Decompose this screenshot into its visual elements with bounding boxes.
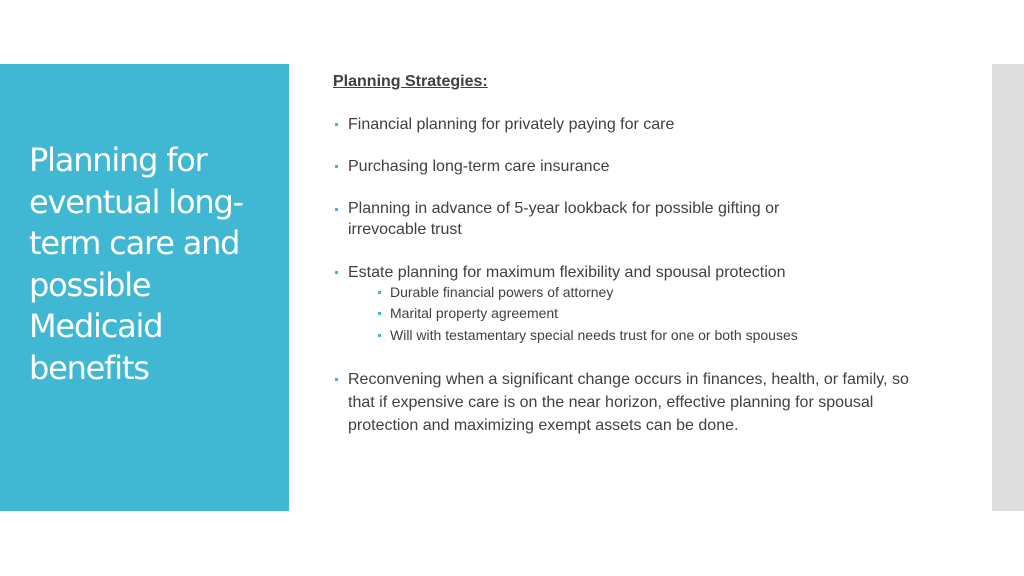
sub-bullet-item: Marital property agreement — [390, 303, 558, 325]
bullet-item: Estate planning for maximum flexibility and spousal protection — [348, 261, 786, 284]
bullet-item: Purchasing long-term care insurance — [348, 155, 609, 178]
bullet-item: Planning in advance of 5-year lookback for possible gifting or irrevocable trust — [348, 198, 848, 240]
slide-title: Planning for eventual long-term care and possible Medicaid benefits — [29, 141, 243, 387]
side-strip — [992, 64, 1024, 511]
sub-bullet-item: Durable financial powers of attorney — [390, 282, 613, 304]
bullet-item: Reconvening when a significant change occurs in finances, health, or family, so that if expensive care is on the near horizon, effective planning for spousal protection and maximizing exempt assets can be done. — [348, 368, 920, 437]
bullet-item: Financial planning for privately paying for care — [348, 113, 674, 136]
section-heading: Planning Strategies: — [333, 73, 488, 90]
sub-bullet-item: Will with testamentary special needs trust for one or both spouses — [390, 325, 798, 347]
